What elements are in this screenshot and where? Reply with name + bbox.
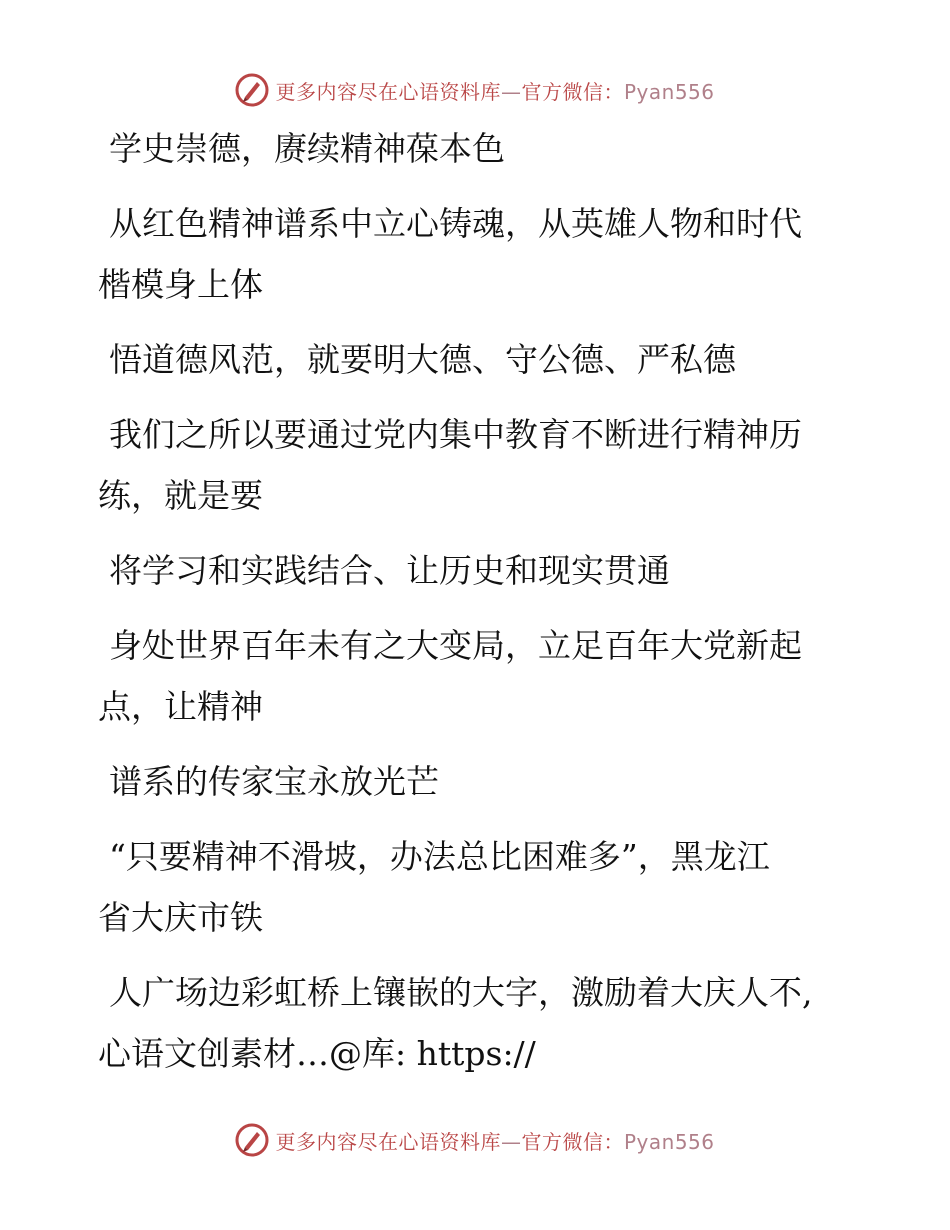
banner-title: 更多内容尽在心语资料库 [275,79,501,104]
paragraph [98,540,858,601]
banner-dash: — [500,79,522,104]
header-watermark [0,70,950,110]
paragraph-line: 练，就是要 [98,476,263,515]
paragraph [98,615,858,737]
paragraph-line: 从红色精神谱系中立心铸魂，从英雄人物和时代 [109,204,802,243]
paragraph [98,404,858,526]
paragraph-line: 将学习和实践结合、让历史和现实贯通 [109,551,670,590]
banner-text [275,76,714,105]
paragraph-line: 学史崇德，赓续精神葆本色 [109,129,505,168]
document-body [98,118,858,1084]
banner-wechat-id: Pyan556 [623,79,715,104]
banner-wechat-id: Pyan556 [623,1129,715,1154]
paragraph [98,826,858,948]
paragraph [98,329,858,390]
banner-text [275,1126,714,1155]
pen-logo-icon [235,73,269,107]
paragraph-line: 悟道德风范，就要明大德、守公德、严私德 [109,340,736,379]
banner-suffix: 官方微信： [521,79,624,104]
paragraph-line: 人广场边彩虹桥上镶嵌的大字，激励着大庆人不, [109,973,813,1012]
paragraph [98,962,858,1084]
paragraph-line: 谱系的传家宝永放光芒 [109,762,439,801]
paragraph-line: 我们之所以要通过党内集中教育不断进行精神历 [109,415,802,454]
pen-logo-icon [235,1123,269,1157]
paragraph-line: “只要精神不滑坡，办法总比困难多”，黑龙江 [109,837,770,876]
paragraph [98,193,858,315]
banner-title: 更多内容尽在心语资料库 [275,1129,501,1154]
paragraph-line: 楷模身上体 [98,265,263,304]
banner-suffix: 官方微信： [521,1129,624,1154]
footer-watermark [0,1120,950,1160]
paragraph-line: 身处世界百年未有之大变局，立足百年大党新起 [109,626,802,665]
paragraph [98,118,858,179]
paragraph-line: 省大庆市铁 [98,898,263,937]
paragraph-line: 点，让精神 [98,687,263,726]
banner-dash: — [500,1129,522,1154]
paragraph [98,751,858,812]
paragraph-line: 心语文创素材…@库: https:// [98,1034,536,1073]
